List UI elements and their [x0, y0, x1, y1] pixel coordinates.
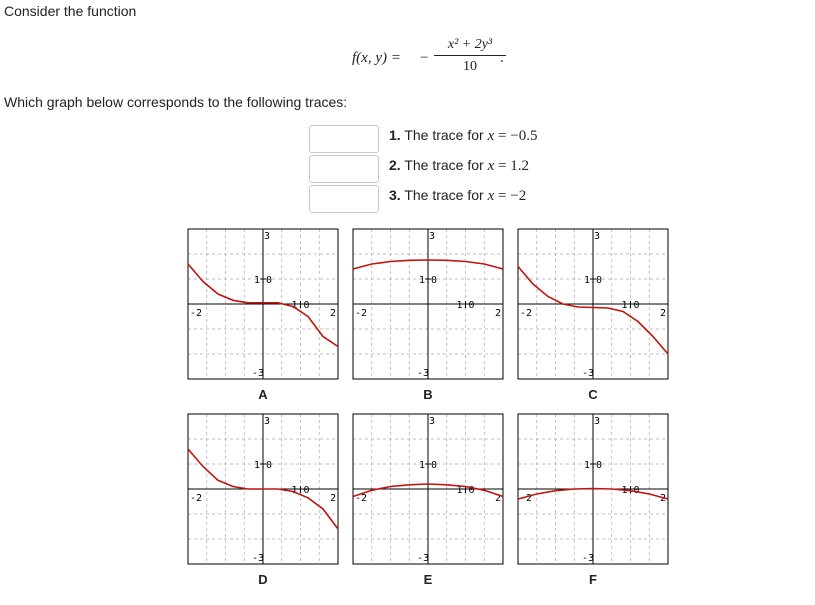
trace-eq: =	[498, 158, 507, 174]
graph-a[interactable]	[188, 229, 338, 379]
trace-text: The trace for	[404, 157, 484, 173]
trace-number: 2.	[389, 157, 401, 173]
graph-plot	[353, 229, 503, 379]
graph-label-d: D	[258, 572, 268, 587]
answer-input-1[interactable]	[309, 125, 379, 153]
y-min-label: -3	[251, 368, 265, 379]
y-min-label: -3	[581, 368, 595, 379]
graph-label-a: A	[258, 387, 268, 402]
x-min-label: -2	[520, 493, 533, 504]
trace-value: −2	[510, 188, 527, 204]
trace-var: x	[487, 188, 495, 204]
trace-var: x	[487, 158, 495, 174]
x-tick-label: 1.0	[621, 485, 640, 496]
x-max-label: 2	[494, 308, 501, 319]
graph-plot	[518, 414, 668, 564]
formula-period: .	[500, 50, 504, 66]
trace-eq: =	[498, 128, 507, 144]
y-max-label: 3	[593, 416, 601, 427]
x-min-label: -2	[190, 493, 203, 504]
y-max-label: 3	[428, 416, 436, 427]
graph-label-f: F	[589, 572, 597, 587]
y-min-label: -3	[251, 553, 265, 564]
answer-input-2[interactable]	[309, 155, 379, 183]
graph-label-b: B	[423, 387, 433, 402]
x-min-label: -2	[520, 308, 533, 319]
graph-e[interactable]	[353, 414, 503, 564]
trace-number: 1.	[389, 127, 401, 143]
trace-number: 3.	[389, 187, 401, 203]
y-max-label: 3	[263, 416, 271, 427]
formula-numerator: x² + 2y³	[434, 37, 506, 56]
y-max-label: 3	[263, 231, 271, 242]
x-tick-label: 1.0	[456, 485, 475, 496]
graph-b[interactable]	[353, 229, 503, 379]
y-min-label: -3	[416, 368, 430, 379]
trace-eq: =	[498, 188, 507, 204]
y-tick-label: 1.0	[583, 275, 603, 286]
trace-value: −0.5	[510, 128, 538, 144]
x-tick-label: 1.0	[621, 300, 640, 311]
graph-label-e: E	[423, 572, 433, 587]
graph-plot	[188, 414, 338, 564]
formula-denominator: 10	[463, 59, 477, 74]
graph-d[interactable]	[188, 414, 338, 564]
x-max-label: 2	[659, 493, 666, 504]
question-text: Which graph below corresponds to the following traces:	[4, 94, 348, 110]
y-tick-label: 1.0	[253, 460, 273, 471]
x-tick-label: 1.0	[291, 300, 310, 311]
graph-plot	[353, 414, 503, 564]
x-max-label: 2	[329, 308, 336, 319]
trace-item-3	[389, 187, 526, 205]
trace-text: The trace for	[404, 187, 484, 203]
formula-lhs: f(x, y) =	[352, 50, 401, 66]
x-tick-label: 1.0	[291, 485, 310, 496]
y-tick-label: 1.0	[418, 275, 438, 286]
x-max-label: 2	[329, 493, 336, 504]
y-tick-label: 1.0	[583, 460, 603, 471]
x-max-label: 2	[659, 308, 666, 319]
x-max-label: 2	[494, 493, 501, 504]
x-min-label: -2	[355, 308, 368, 319]
graph-plot	[518, 229, 668, 379]
graph-f[interactable]	[518, 414, 668, 564]
formula-minus: −	[420, 50, 429, 66]
y-tick-label: 1.0	[418, 460, 438, 471]
formula-fraction	[434, 37, 506, 75]
y-max-label: 3	[593, 231, 601, 242]
x-min-label: -2	[190, 308, 203, 319]
trace-var: x	[487, 128, 495, 144]
y-tick-label: 1.0	[253, 275, 273, 286]
y-min-label: -3	[416, 553, 430, 564]
graph-plot	[188, 229, 338, 379]
graph-label-c: C	[588, 387, 598, 402]
intro-text: Consider the function	[4, 3, 137, 19]
trace-item-1	[389, 127, 537, 145]
graph-c[interactable]	[518, 229, 668, 379]
trace-text: The trace for	[404, 127, 484, 143]
answer-input-3[interactable]	[309, 185, 379, 213]
x-tick-label: 1.0	[456, 300, 475, 311]
y-max-label: 3	[428, 231, 436, 242]
trace-value: 1.2	[510, 158, 529, 174]
y-min-label: -3	[581, 553, 595, 564]
trace-item-2	[389, 157, 529, 175]
x-min-label: -2	[355, 493, 368, 504]
